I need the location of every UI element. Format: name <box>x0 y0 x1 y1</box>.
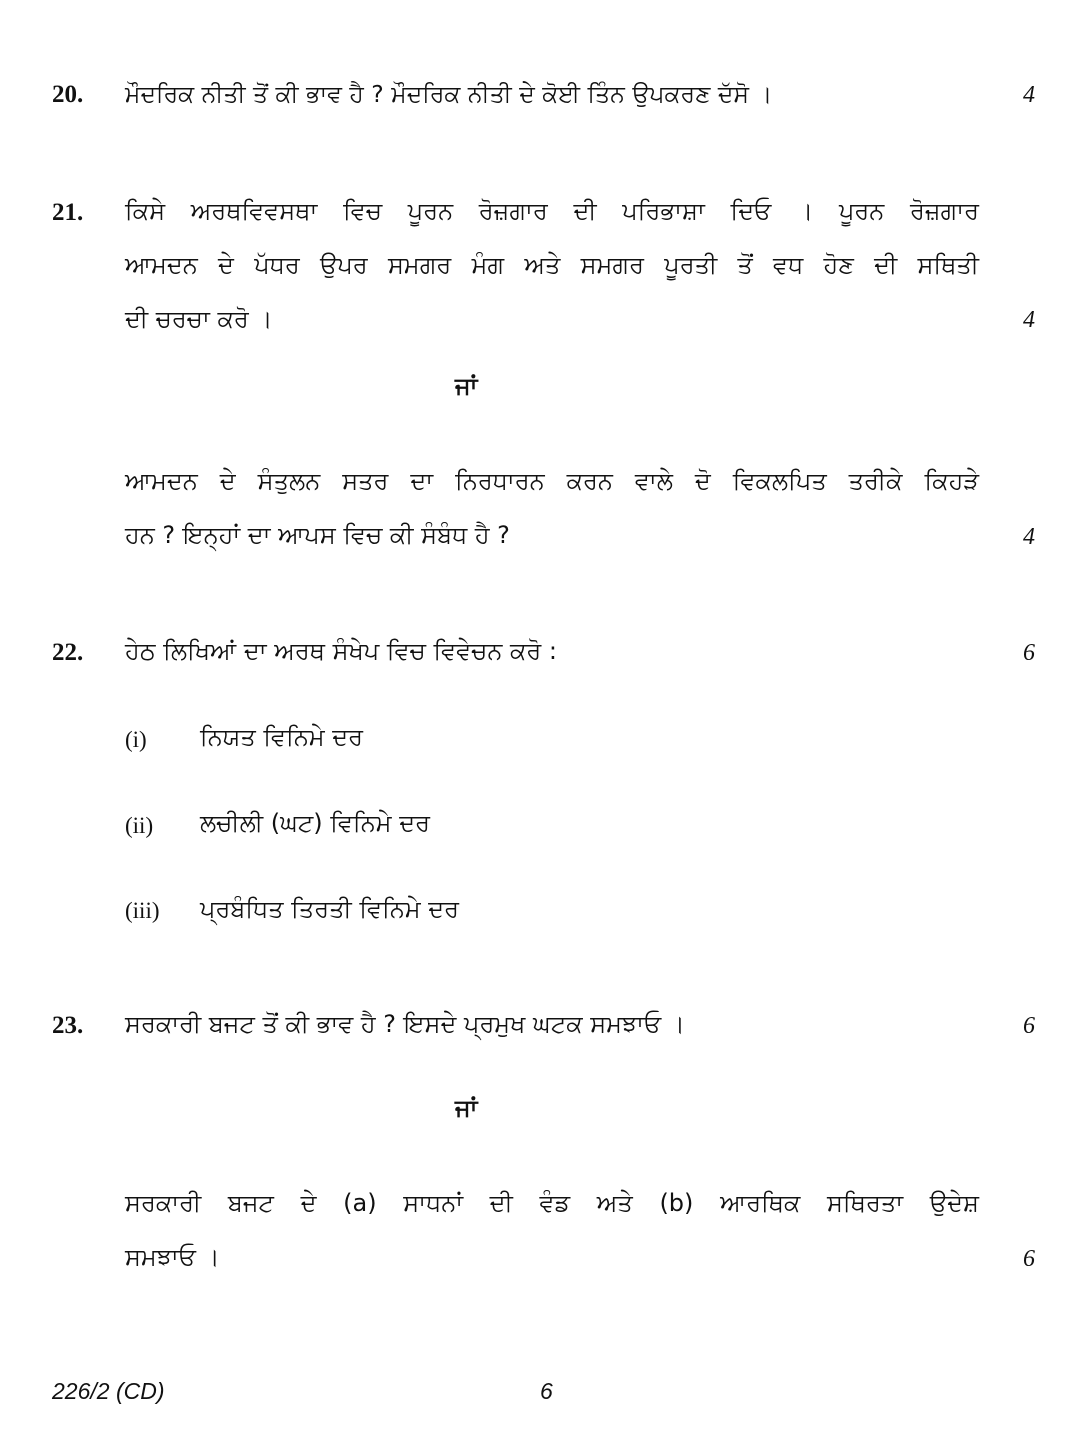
q21-or-label: ਜਾਂ <box>455 372 478 400</box>
paper-code: 226/2 (CD) <box>52 1378 165 1404</box>
q21-alt-marks: 4 <box>1023 524 1035 550</box>
q22-text: ਹੇਠ ਲਿਖਿਆਂ ਦਾ ਅਰਥ ਸੰਖੇਪ ਵਿਚ ਵਿਵੇਚਨ ਕਰੋ : <box>125 637 557 665</box>
q22-item-label: (ii) <box>125 813 154 838</box>
q21-alt-line-1: ਆਮਦਨ ਦੇ ਸੰਤੁਲਨ ਸਤਰ ਦਾ ਨਿਰਧਾਰਨ ਕਰਨ ਵਾਲੇ ਦੋ ਵਿਕਲਪਿਤ ਤਰੀਕੇ ਕਿਹੜੇ <box>125 467 979 495</box>
q22-item-label: (i) <box>125 727 147 752</box>
q22-number: 22. <box>52 639 84 666</box>
q21-number: 21. <box>52 199 84 226</box>
q21-line-2: ਆਮਦਨ ਦੇ ਪੱਧਰ ਉਪਰ ਸਮਗਰ ਮੰਗ ਅਤੇ ਸਮਗਰ ਪੂਰਤੀ ਤੋਂ ਵਧ ਹੋਣ ਦੀ ਸਥਿਤੀ <box>125 251 979 279</box>
q23-alt-line-2: ਸਮਝਾਓ । <box>125 1243 220 1271</box>
q23-alt-marks: 6 <box>1023 1246 1035 1272</box>
q23-text: ਸਰਕਾਰੀ ਬਜਟ ਤੋਂ ਕੀ ਭਾਵ ਹੈ ? ਇਸਦੇ ਪ੍ਰਮੁਖ ਘਟਕ ਸਮਝਾਓ । <box>125 1010 685 1038</box>
q22-item-text: ਪ੍ਰਬੰਧਿਤ ਤਿਰਤੀ ਵਿਨਿਮੇ ਦਰ <box>200 895 460 923</box>
q21-marks: 4 <box>1023 307 1035 333</box>
q23-number: 23. <box>52 1012 84 1039</box>
q22-item-label: (iii) <box>125 898 160 923</box>
q21-line-1: ਕਿਸੇ ਅਰਥਵਿਵਸਥਾ ਵਿਚ ਪੂਰਨ ਰੋਜ਼ਗਾਰ ਦੀ ਪਰਿਭਾਸ਼ਾ ਦਿਓ । ਪੂਰਨ ਰੋਜ਼ਗਾਰ <box>125 197 979 225</box>
q22-item-text: ਲਚੀਲੀ (ਘਟ) ਵਿਨਿਮੇ ਦਰ <box>200 809 430 837</box>
q23-or-label: ਜਾਂ <box>455 1094 478 1122</box>
q20-text: ਮੌਦਰਿਕ ਨੀਤੀ ਤੋਂ ਕੀ ਭਾਵ ਹੈ ? ਮੌਦਰਿਕ ਨੀਤੀ ਦੇ ਕੋਈ ਤਿੰਨ ਉਪਕਰਣ ਦੱਸੋ । <box>125 80 773 108</box>
q22-item-text: ਨਿਯਤ ਵਿਨਿਮੇ ਦਰ <box>200 723 364 751</box>
q21-line-3: ਦੀ ਚਰਚਾ ਕਰੋ । <box>125 305 273 333</box>
q21-alt-line-2: ਹਨ ? ਇਨ੍ਹਾਂ ਦਾ ਆਪਸ ਵਿਚ ਕੀ ਸੰਬੰਧ ਹੈ ? <box>125 521 510 549</box>
q22-marks: 6 <box>1023 640 1035 666</box>
page-number: 6 <box>540 1378 553 1404</box>
q23-alt-line-1: ਸਰਕਾਰੀ ਬਜਟ ਦੇ (a) ਸਾਧਨਾਂ ਦੀ ਵੰਡ ਅਤੇ (b) ਆਰਥਿਕ ਸਥਿਰਤਾ ਉਦੇਸ਼ <box>125 1189 979 1217</box>
q20-number: 20. <box>52 81 84 108</box>
q23-marks: 6 <box>1023 1013 1035 1039</box>
q20-marks: 4 <box>1023 82 1035 108</box>
